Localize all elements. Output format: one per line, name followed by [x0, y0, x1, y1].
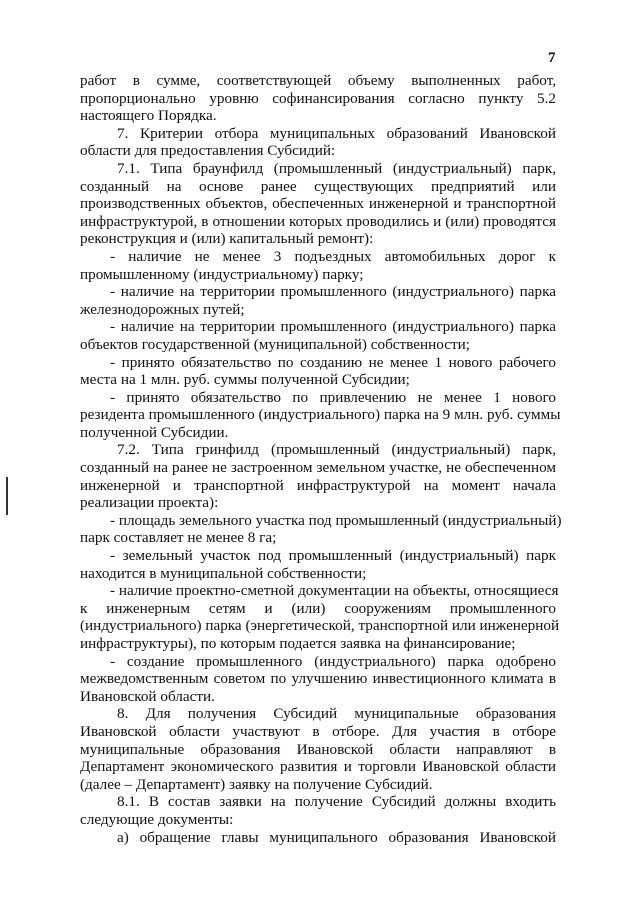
text-line: 7. Критерии отбора муниципальных образований Ивановской [117, 124, 556, 142]
text-line: - принято обязательство по привлечению не менее 1 нового [110, 388, 556, 406]
text-line: реконструкция и (или) капитальный ремонт): [80, 230, 374, 248]
text-line: - создание промышленного (индустриального) парка одобрено [110, 652, 556, 670]
text-line: 7.2. Типа гринфилд (промышленный (индустриальный) парк, [117, 441, 556, 459]
text-line: межведомственным советом по улучшению инвестиционного климата в [80, 670, 556, 688]
text-line: созданный на ранее не застроенном земельном участке, не обеспеченном [80, 459, 556, 477]
text-line: Ивановской области участвуют в отборе. Для участия в отборе [80, 722, 556, 740]
text-line: а) обращение главы муниципального образования Ивановской [117, 828, 556, 846]
text-line: места на 1 млн. руб. суммы полученной Субсидии; [80, 371, 410, 389]
text-line: инфраструктуры), по которым подается заявка на финансирование; [80, 635, 516, 652]
text-line: настоящего Порядка. [80, 107, 217, 125]
text-line: области для предоставления Субсидий: [80, 142, 336, 160]
text-line: производственных объектов, обеспеченных инженерной и транспортной [80, 195, 556, 213]
text-line: пропорционально уровню софинансирования согласно пункту 5.2 [80, 89, 556, 107]
document-body [80, 72, 562, 846]
text-line: - площадь земельного участка под промышленный (индустриальный) [110, 511, 562, 529]
text-line: - земельный участок под промышленный (индустриальный) парк [110, 547, 556, 565]
text-line: работ в сумме, соответствующей объему выполненных работ, [80, 72, 556, 89]
text-line: - принято обязательство по созданию не менее 1 нового рабочего [110, 353, 556, 371]
text-line: (индустриального) парка (энергетической, транспортной или инженерной [80, 617, 560, 635]
text-line: резидента промышленного (индустриального) парка на 9 млн. руб. суммы [80, 406, 561, 424]
text-line: к инженерным сетям и (или) сооружениям промышленного [80, 599, 556, 617]
text-line: следующие документы: [80, 810, 234, 828]
text-line: 7.1. Типа браунфилд (промышленный (индустриальный) парк, [117, 159, 556, 177]
text-line: 8.1. В состав заявки на получение Субсидий должны входить [117, 793, 556, 811]
text-line: - наличие на территории промышленного (индустриального) парка [110, 318, 556, 336]
text-line: Департамент экономического развития и торговли Ивановской области [80, 758, 556, 776]
page-number: 7 [548, 50, 556, 66]
text-line: инфраструктурой, в отношении которых проводились и (или) проводятся [80, 212, 556, 230]
text-line: инженерной и транспортной инфраструктурой на момент начала [80, 476, 556, 494]
text-line: парк составляет не менее 8 га; [80, 529, 277, 547]
text-line: промышленному (индустриальному) парку; [80, 265, 364, 283]
text-line: реализации проекта): [80, 494, 219, 512]
text-line: муниципальные образования Ивановской области направляют в [80, 740, 556, 758]
text-line: объектов государственной (муниципальной) собственности; [80, 335, 470, 353]
text-line: Ивановской области. [80, 687, 215, 705]
text-line: (далее – Департамент) заявку на получение Субсидий. [80, 775, 433, 793]
text-line: железнодорожных путей; [80, 300, 245, 318]
text-line: - наличие проектно-сметной документации на объекты, относящиеся [110, 582, 559, 600]
text-line: находится в муниципальной собственности; [80, 564, 367, 582]
margin-mark [6, 477, 8, 515]
text-line: - наличие на территории промышленного (индустриального) парка [110, 283, 556, 301]
text-line: созданный на основе ранее существующих предприятий или [80, 177, 556, 195]
text-line: полученной Субсидии. [80, 423, 229, 441]
text-line: 8. Для получения Субсидий муниципальные образования [117, 705, 556, 723]
text-line: - наличие не менее 3 подъездных автомобильных дорог к [110, 247, 556, 265]
